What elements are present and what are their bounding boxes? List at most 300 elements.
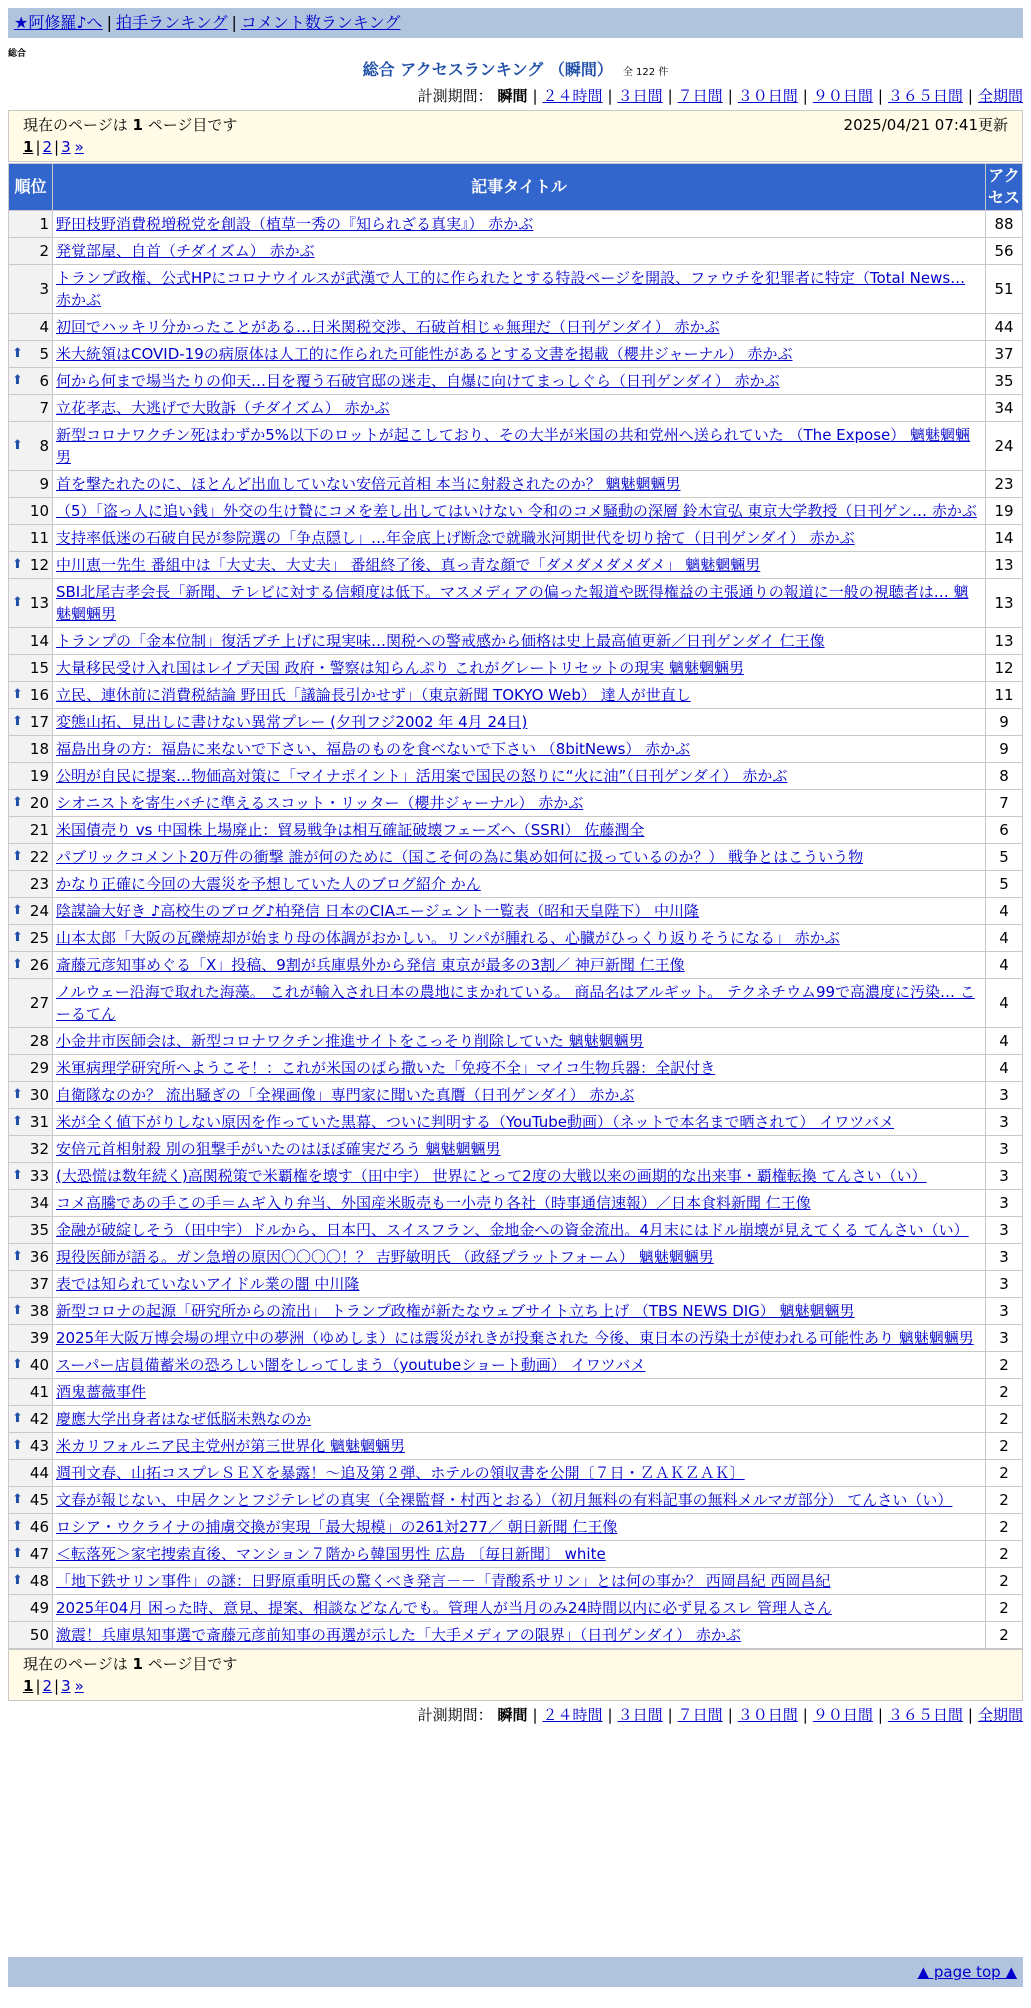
table-row — [9, 1271, 1023, 1298]
access-count: 3 — [986, 1190, 1023, 1217]
article-title-link[interactable]: 2025年04月 困った時、意見、提案、相談などなんでも。管理人が当月のみ24時間以内に必ず見るスレ 管理人さん — [56, 1599, 832, 1617]
nav-link-applause-ranking[interactable]: 拍手ランキング — [115, 13, 228, 32]
title-cell — [53, 1379, 986, 1406]
rank-cell — [9, 628, 53, 655]
title-cell — [53, 1298, 986, 1325]
period-link-all[interactable]: 全期間 — [977, 1706, 1023, 1724]
article-title-link[interactable]: 米が全く値下がりしない原因を作っていた黒幕、ついに判明する（YouTube動画）（ネットで本名まで晒されて） イワツバメ — [56, 1113, 894, 1131]
rank-number: 49 — [29, 1599, 49, 1617]
period-link-all[interactable]: 全期間 — [977, 87, 1023, 105]
article-title-link[interactable]: 初回でハッキリ分かったことがある…日米関税交渉、石破首相じゃ無理だ（日刊ゲンダイ） 赤かぶ — [56, 318, 720, 336]
rank-cell — [9, 341, 53, 368]
article-title-link[interactable]: 支持率低迷の石破自民が参院選の「争点隠し」…年金底上げ断念で就職氷河期世代を切り捨て（日刊ゲンダイ） 赤かぶ — [56, 529, 855, 547]
rank-cell — [9, 736, 53, 763]
table-row — [9, 1541, 1023, 1568]
title-cell — [53, 1622, 986, 1649]
rank-cell — [9, 1460, 53, 1487]
rank-up-arrow-icon: ⬆ — [12, 1546, 23, 1561]
rank-cell — [9, 552, 53, 579]
article-title-link[interactable]: 山本太郎「大阪の瓦礫焼却が始まり母の体調がおかしい。リンパが腫れる、心臓がひっくり返りそうになる」 赤かぶ — [56, 929, 840, 947]
table-row — [9, 498, 1023, 525]
article-title-link[interactable]: 公明が自民に提案…物価高対策に「マイナポイント」活用案で国民の怒りに“火に油”（日刊ゲンダイ） 赤かぶ — [56, 767, 788, 785]
current-page-number: 1 — [132, 116, 143, 134]
rank-cell — [9, 817, 53, 844]
article-title-link[interactable]: 文春が報じない、中居クンとフジテレビの真実（全裸監督・村西とおる）（初月無料の有料記事の無料メルマガ部分） てんさい（い） — [56, 1491, 953, 1509]
table-row — [9, 1568, 1023, 1595]
title-cell — [53, 682, 986, 709]
title-cell — [53, 925, 986, 952]
rank-cell — [9, 952, 53, 979]
article-title-link[interactable]: 陰謀論大好き ♪高校生のブログ♪柏発信 日本のCIAエージェント一覧表（昭和天皇陛下） 中川隆 — [56, 902, 700, 920]
article-title-link[interactable]: 小金井市医師会は、新型コロナワクチン推進サイトをこっそり削除していた 魑魅魍魎男 — [56, 1032, 644, 1050]
access-count: 3 — [986, 1217, 1023, 1244]
period-link-365d[interactable]: ３６５日間 — [887, 87, 963, 105]
rank-cell — [9, 1244, 53, 1271]
article-title-link[interactable]: かなり正確に今回の大震災を予想していた人のブログ紹介 かん — [56, 875, 481, 893]
title-cell — [53, 1433, 986, 1460]
title-cell — [53, 1109, 986, 1136]
page-info-bottom — [8, 1649, 1023, 1701]
period-link-24h[interactable]: ２４時間 — [542, 1706, 603, 1724]
section-label: 総合 — [8, 49, 27, 59]
period-link-3d[interactable]: ３日間 — [617, 1706, 663, 1724]
rank-number: 4 — [39, 318, 49, 336]
pager-bottom: 1 | 2 | 3 » — [23, 1677, 84, 1695]
pager-next[interactable]: » — [74, 138, 84, 156]
table-row — [9, 1595, 1023, 1622]
page-info-top — [8, 110, 1023, 162]
access-count: 2 — [986, 1541, 1023, 1568]
rank-number: 10 — [29, 502, 49, 520]
access-count: 2 — [986, 1379, 1023, 1406]
period-link-3d[interactable]: ３日間 — [617, 87, 663, 105]
article-title-link[interactable]: 現役医師が語る。ガン急増の原因〇〇〇〇！？ 吉野敏明氏 （政経プラットフォーム） 魑魅魍魎男 — [56, 1248, 714, 1266]
title-cell — [53, 498, 986, 525]
header-rank: 順位 — [9, 164, 53, 211]
access-count: 34 — [986, 395, 1023, 422]
nav-separator: | — [231, 13, 237, 32]
access-count: 2 — [986, 1622, 1023, 1649]
ranking-table-body — [9, 211, 1023, 1649]
rank-cell — [9, 1487, 53, 1514]
period-link-24h[interactable]: ２４時間 — [542, 87, 603, 105]
rank-number: 35 — [29, 1221, 49, 1239]
access-count: 2 — [986, 1568, 1023, 1595]
title-cell — [53, 525, 986, 552]
title-cell — [53, 1541, 986, 1568]
article-title-link[interactable]: 発覚部屋、自首（チダイズム） 赤かぶ — [56, 242, 315, 260]
title-cell — [53, 844, 986, 871]
access-count: 5 — [986, 844, 1023, 871]
rank-up-arrow-icon: ⬆ — [12, 687, 23, 702]
rank-number: 30 — [29, 1086, 49, 1104]
article-title-link[interactable]: ノルウェー沿海で取れた海藻。 これが輸入され日本の農地にまかれている。 商品名はアルギット。 テクネチウム99で高濃度に汚染… こーるてん — [56, 983, 975, 1023]
article-title-link[interactable]: ロシア・ウクライナの捕虜交換が実現「最大規模」の261対277／ 朝日新聞 仁王像 — [56, 1518, 618, 1536]
period-link-30d[interactable]: ３０日間 — [737, 87, 798, 105]
rank-up-arrow-icon: ⬆ — [12, 595, 23, 610]
page-info-suffix: ページ目です — [142, 1655, 238, 1673]
article-title-link[interactable]: 変態山拓、見出しに書けない異常プレー (夕刊フジ2002 年 4月 24日) — [56, 713, 528, 731]
rank-cell — [9, 1379, 53, 1406]
access-count: 4 — [986, 898, 1023, 925]
article-title-link[interactable]: 安倍元首相射殺 別の狙撃手がいたのはほぼ確実だろう 魑魅魍魎男 — [56, 1140, 501, 1158]
rank-up-arrow-icon: ⬆ — [12, 1087, 23, 1102]
article-title-link[interactable]: 米カリフォルニア民主党州が第三世界化 魑魅魍魎男 — [56, 1437, 406, 1455]
article-title-link[interactable]: 福島出身の方：福島に来ないで下さい、福島のものを食べないで下さい （8bitNews） 赤かぶ — [56, 740, 691, 758]
period-link-30d[interactable]: ３０日間 — [737, 1706, 798, 1724]
rank-cell — [9, 763, 53, 790]
title-cell — [53, 1460, 986, 1487]
rank-cell — [9, 265, 53, 314]
article-title-link[interactable]: 酒鬼薔薇事件 — [56, 1383, 147, 1401]
table-row — [9, 211, 1023, 238]
page-info-suffix: ページ目です — [142, 116, 238, 134]
table-row — [9, 1055, 1023, 1082]
access-count: 13 — [986, 579, 1023, 628]
rank-number: 11 — [29, 529, 49, 547]
rank-number: 7 — [39, 399, 49, 417]
table-row — [9, 238, 1023, 265]
article-title-link[interactable]: トランプ政権、公式HPにコロナウイルスが武漢で人工的に作られたとする特設ページを開設、ファウチを犯罪者に特定（Total News… 赤かぶ — [56, 269, 966, 309]
article-title-link[interactable]: 2025年大阪万博会場の埋立中の夢洲（ゆめしま）には震災がれきが投棄された 今後、東日本の汚染土が使われる可能性あり 魑魅魍魎男 — [56, 1329, 974, 1347]
rank-up-arrow-icon: ⬆ — [12, 1168, 23, 1183]
header-title: 記事タイトル — [53, 164, 986, 211]
rank-number: 34 — [29, 1194, 49, 1212]
nav-separator: | — [106, 13, 112, 32]
period-link-90d[interactable]: ９０日間 — [812, 87, 873, 105]
title-cell — [53, 736, 986, 763]
rank-up-arrow-icon: ⬆ — [12, 903, 23, 918]
rank-cell — [9, 1325, 53, 1352]
access-count: 3 — [986, 1163, 1023, 1190]
rank-number: 44 — [29, 1464, 49, 1482]
rank-number: 9 — [39, 475, 49, 493]
access-count: 24 — [986, 422, 1023, 471]
article-title-link[interactable]: 斎藤元彦知事めぐる「X」投稿、9割が兵庫県外から発信 東京が最多の3割／ 神戸新聞 仁王像 — [56, 956, 685, 974]
rank-number: 5 — [39, 345, 49, 363]
article-title-link[interactable]: 立民、連休前に消費税結論 野田氏「議論長引かせず」（東京新聞 TOKYO Web） 達人が世直し — [56, 686, 691, 704]
ranking-header-row — [9, 164, 1023, 211]
rank-number: 47 — [29, 1545, 49, 1563]
page-info-prefix: 現在のページは — [23, 1655, 133, 1673]
rank-cell — [9, 844, 53, 871]
rank-cell — [9, 871, 53, 898]
rank-number: 43 — [29, 1437, 49, 1455]
access-count: 7 — [986, 790, 1023, 817]
title-cell — [53, 1568, 986, 1595]
nav-link-comment-ranking[interactable]: コメント数ランキング — [240, 13, 401, 32]
rank-cell — [9, 1271, 53, 1298]
rank-up-arrow-icon: ⬆ — [12, 1492, 23, 1507]
title-cell — [53, 265, 986, 314]
rank-up-arrow-icon: ⬆ — [12, 930, 23, 945]
title-cell — [53, 790, 986, 817]
access-count: 2 — [986, 1487, 1023, 1514]
table-row — [9, 979, 1023, 1028]
period-link-7d[interactable]: ７日間 — [677, 1706, 723, 1724]
rank-number: 17 — [29, 713, 49, 731]
access-count: 12 — [986, 655, 1023, 682]
rank-cell — [9, 1514, 53, 1541]
rank-number: 48 — [29, 1572, 49, 1590]
pager-page-2[interactable]: 2 — [42, 138, 53, 156]
nav-link-home[interactable]: ★阿修羅♪へ — [14, 13, 103, 32]
rank-up-arrow-icon: ⬆ — [12, 1573, 23, 1588]
table-row — [9, 552, 1023, 579]
table-row — [9, 471, 1023, 498]
ranking-table — [8, 163, 1023, 1649]
rank-cell — [9, 368, 53, 395]
access-count: 37 — [986, 341, 1023, 368]
table-row — [9, 1460, 1023, 1487]
access-count: 2 — [986, 1406, 1023, 1433]
article-title-link[interactable]: 「地下鉄サリン事件」の謎：日野原重明氏の驚くべき発言－－「青酸系サリン」とは何の事か？ 西岡昌紀 西岡昌紀 — [56, 1572, 831, 1590]
article-title-link[interactable]: 大量移民受け入れ国はレイプ天国 政府・警察は知らんぷり これがグレートリセットの現実 魑魅魍魎男 — [56, 659, 744, 677]
article-title-link[interactable]: (大恐慌は数年続く)高関税策で米覇権を壊す（田中宇） 世界にとって2度の大戦以来の画期的な出来事・覇権転換 てんさい（い） — [56, 1167, 927, 1185]
pager-top: 1 | 2 | 3 » — [23, 138, 84, 156]
table-row — [9, 314, 1023, 341]
title-cell — [53, 1487, 986, 1514]
table-row — [9, 1217, 1023, 1244]
table-row — [9, 368, 1023, 395]
rank-cell — [9, 790, 53, 817]
title-cell — [53, 1082, 986, 1109]
access-count: 9 — [986, 709, 1023, 736]
table-row — [9, 1325, 1023, 1352]
table-row — [9, 1244, 1023, 1271]
page-title: 総合 アクセスランキング （瞬間） — [362, 60, 613, 79]
rank-cell — [9, 395, 53, 422]
title-cell — [53, 341, 986, 368]
table-row — [9, 736, 1023, 763]
article-title-link[interactable]: ＜転落死＞家宅捜索直後、マンション７階から韓国男性 広島 〔毎日新聞〕 white — [56, 1545, 606, 1563]
rank-cell — [9, 525, 53, 552]
rank-cell — [9, 1568, 53, 1595]
top-nav-bar — [8, 8, 1023, 38]
table-row — [9, 898, 1023, 925]
access-count: 4 — [986, 979, 1023, 1028]
title-cell — [53, 1028, 986, 1055]
rank-up-arrow-icon: ⬆ — [12, 1357, 23, 1372]
article-title-link[interactable]: 慶應大学出身者はなぜ低脳未熟なのか — [56, 1410, 312, 1428]
table-row — [9, 1352, 1023, 1379]
rank-up-arrow-icon: ⬆ — [12, 1438, 23, 1453]
title-cell — [53, 471, 986, 498]
rank-number: 46 — [29, 1518, 49, 1536]
rank-number: 3 — [39, 280, 49, 298]
access-count: 14 — [986, 525, 1023, 552]
rank-number: 39 — [29, 1329, 49, 1347]
table-row — [9, 790, 1023, 817]
period-label: 計測期間： — [417, 87, 493, 105]
rank-number: 36 — [29, 1248, 49, 1266]
rank-cell — [9, 498, 53, 525]
table-row — [9, 817, 1023, 844]
table-row — [9, 265, 1023, 314]
header-access: アクセス — [986, 164, 1023, 211]
article-title-link[interactable]: スーパー店員備蓄米の恐ろしい闇をしってしまう（youtubeショート動画） イワツバメ — [56, 1356, 646, 1374]
access-count: 35 — [986, 368, 1023, 395]
rank-up-arrow-icon: ⬆ — [12, 346, 23, 361]
article-title-link[interactable]: 何から何まで場当たりの仰天…目を覆う石破官邸の迷走、自爆に向けてまっしぐら（日刊ゲンダイ） 赤かぶ — [56, 372, 780, 390]
access-count: 8 — [986, 763, 1023, 790]
access-count: 19 — [986, 498, 1023, 525]
rank-number: 25 — [29, 929, 49, 947]
table-row — [9, 1379, 1023, 1406]
title-cell — [53, 368, 986, 395]
rank-number: 13 — [29, 594, 49, 612]
title-cell — [53, 709, 986, 736]
article-title-link[interactable]: コメ高騰であの手この手＝ムギ入り弁当、外国産米販売も一小売り各社（時事通信速報）／日本食料新聞 仁王像 — [56, 1194, 811, 1212]
period-link-90d[interactable]: ９０日間 — [812, 1706, 873, 1724]
rank-number: 14 — [29, 632, 49, 650]
pager-page-3[interactable]: 3 — [61, 1677, 71, 1695]
title-cell — [53, 1514, 986, 1541]
access-count: 2 — [986, 1514, 1023, 1541]
table-row — [9, 682, 1023, 709]
table-row — [9, 1487, 1023, 1514]
table-row — [9, 655, 1023, 682]
rank-cell — [9, 979, 53, 1028]
period-link-7d[interactable]: ７日間 — [677, 87, 723, 105]
period-current: 瞬間 — [497, 1706, 528, 1724]
rank-number: 20 — [29, 794, 49, 812]
rank-number: 1 — [39, 215, 49, 233]
rank-number: 15 — [29, 659, 49, 677]
pager-page-2[interactable]: 2 — [42, 1677, 53, 1695]
rank-number: 23 — [29, 875, 49, 893]
rank-cell — [9, 238, 53, 265]
rank-number: 42 — [29, 1410, 49, 1428]
article-title-link[interactable]: 中川恵一先生 番組中は「大丈夫、大丈夫」 番組終了後、真っ青な顔で「ダメダメダメダメ」 魑魅魍魎男 — [56, 556, 761, 574]
title-cell — [53, 952, 986, 979]
article-title-link[interactable]: 週刊文春、山拓コスプレＳＥＸを暴露！～追及第２弾、ホテルの領収書を公開〔７日・ＺＡＫＺＡＫ〕 — [56, 1464, 745, 1482]
access-count: 2 — [986, 1352, 1023, 1379]
title-cell — [53, 655, 986, 682]
period-label: 計測期間： — [417, 1706, 493, 1724]
rank-cell — [9, 682, 53, 709]
article-title-link[interactable]: （5）「盗っ人に追い銭」外交の生け贄にコメを差し出してはいけない 令和のコメ騒動の深層 鈴木宣弘 東京大学教授（日刊ゲン… 赤かぶ — [56, 502, 977, 520]
rank-cell — [9, 314, 53, 341]
title-cell — [53, 1325, 986, 1352]
rank-number: 32 — [29, 1140, 49, 1158]
article-title-link[interactable]: 自衛隊なのか？ 流出騒ぎの「全裸画像」専門家に聞いた真贋（日刊ゲンダイ） 赤かぶ — [56, 1086, 635, 1104]
rank-cell — [9, 1352, 53, 1379]
article-title-link[interactable]: 新型コロナの起源「研究所からの流出」 トランプ政権が新たなウェブサイト立ち上げ （TBS NEWS DIG） 魑魅魍魎男 — [56, 1302, 855, 1320]
table-row — [9, 341, 1023, 368]
rank-number: 41 — [29, 1383, 49, 1401]
rank-number: 40 — [29, 1356, 49, 1374]
article-title-link[interactable]: パブリックコメント20万件の衝撃 誰が何のために（国こそ何の為に集め如何に扱っているのか？） 戦争とはこういう物 — [56, 848, 864, 866]
title-cell — [53, 552, 986, 579]
table-row — [9, 1190, 1023, 1217]
access-count: 3 — [986, 1082, 1023, 1109]
rank-cell — [9, 579, 53, 628]
table-row — [9, 1433, 1023, 1460]
table-row — [9, 925, 1023, 952]
article-title-link[interactable]: 金融が破綻しそう（田中宇）ドルから、日本円、スイスフラン、金地金への資金流出。4月末にはドル崩壊が見えてくる てんさい（い） — [56, 1221, 969, 1239]
article-title-link[interactable]: 野田枝野消費税増税党を創設（植草一秀の『知られざる真実』） 赤かぶ — [56, 215, 534, 233]
rank-cell — [9, 471, 53, 498]
rank-up-arrow-icon: ⬆ — [12, 1411, 23, 1426]
access-count: 51 — [986, 265, 1023, 314]
access-count: 4 — [986, 1055, 1023, 1082]
access-count: 13 — [986, 628, 1023, 655]
access-count: 5 — [986, 871, 1023, 898]
rank-cell — [9, 422, 53, 471]
rank-cell — [9, 1082, 53, 1109]
article-title-link[interactable]: シオニストを寄生バチに準えるスコット・リッター（櫻井ジャーナル） 赤かぶ — [56, 794, 584, 812]
rank-cell — [9, 1622, 53, 1649]
current-page-number: 1 — [132, 1655, 143, 1673]
article-title-link[interactable]: 首を撃たれたのに、ほとんど出血していない安倍元首相 本当に射殺されたのか？ 魑魅魍魎男 — [56, 475, 681, 493]
rank-up-arrow-icon: ⬆ — [12, 373, 23, 388]
rank-up-arrow-icon: ⬆ — [12, 714, 23, 729]
article-title-link[interactable]: SBI北尾吉孝会長「新聞、テレビに対する信頼度は低下。マスメディアの偏った報道や既得権益の主張通りの報道に一般の視聴者は… 魑魅魍魎男 — [56, 583, 969, 623]
table-row — [9, 1082, 1023, 1109]
access-count: 2 — [986, 1595, 1023, 1622]
title-cell — [53, 763, 986, 790]
rank-number: 27 — [29, 994, 49, 1012]
pager-next[interactable]: » — [74, 1677, 84, 1695]
article-title-link[interactable]: 激震！兵庫県知事選で斎藤元彦前知事の再選が示した「大手メディアの限界」（日刊ゲンダイ） 赤かぶ — [56, 1626, 741, 1644]
article-title-link[interactable]: トランプの「金本位制」復活ブチ上げに現実味…関税への警戒感から価格は史上最高値更新／日刊ゲンダイ 仁王像 — [56, 632, 825, 650]
updated-timestamp: 2025/04/21 07:41更新 — [843, 116, 1008, 134]
period-selector-bottom: 計測期間： 瞬間 | ２４時間 | ３日間 | ７日間 | ３０日間 | ９０日間 | ３６５日間 | 全期間 — [417, 1706, 1023, 1724]
pager-page-3[interactable]: 3 — [61, 138, 71, 156]
article-title-link[interactable]: 米大統領はCOVID-19の病原体は人工的に作られた可能性があるとする文書を掲載（櫻井ジャーナル） 赤かぶ — [56, 345, 793, 363]
rank-cell — [9, 1433, 53, 1460]
rank-number: 28 — [29, 1032, 49, 1050]
item-count: 全 122 件 — [622, 67, 669, 78]
rank-cell — [9, 898, 53, 925]
period-link-365d[interactable]: ３６５日間 — [887, 1706, 963, 1724]
period-current: 瞬間 — [497, 87, 528, 105]
title-cell — [53, 817, 986, 844]
table-row — [9, 1136, 1023, 1163]
title-cell — [53, 1190, 986, 1217]
article-title-link[interactable]: 立花孝志、大逃げで大敗訴（チダイズム） 赤かぶ — [56, 399, 390, 417]
access-count: 6 — [986, 817, 1023, 844]
title-cell — [53, 1352, 986, 1379]
rank-number: 2 — [39, 242, 49, 260]
rank-up-arrow-icon: ⬆ — [12, 557, 23, 572]
article-title-link[interactable]: 新型コロナワクチン死はわずか5%以下のロットが起こしており、その大半が米国の共和党州へ送られていた （The Expose） 魑魅魍魎男 — [56, 426, 971, 466]
rank-number: 22 — [29, 848, 49, 866]
pager-current-page: 1 — [23, 1677, 34, 1695]
table-row — [9, 871, 1023, 898]
rank-up-arrow-icon: ⬆ — [12, 1519, 23, 1534]
rank-number: 21 — [29, 821, 49, 839]
rank-cell — [9, 1595, 53, 1622]
rank-cell — [9, 1055, 53, 1082]
period-selector-top: 計測期間： 瞬間 | ２４時間 | ３日間 | ７日間 | ３０日間 | ９０日間 | ３６５日間 | 全期間 — [417, 87, 1023, 105]
rank-up-arrow-icon: ⬆ — [12, 438, 23, 453]
table-row — [9, 628, 1023, 655]
article-title-link[interactable]: 米軍病理学研究所へようこそ！：これが米国のばら撒いた「免疫不全」マイコ生物兵器：全訳付き — [56, 1059, 716, 1077]
title-cell — [53, 1163, 986, 1190]
title-cell — [53, 898, 986, 925]
access-count: 4 — [986, 1028, 1023, 1055]
article-title-link[interactable]: 表では知られていないアイドル業の闇 中川隆 — [56, 1275, 360, 1293]
rank-up-arrow-icon: ⬆ — [12, 1303, 23, 1318]
table-row — [9, 952, 1023, 979]
title-cell — [53, 1406, 986, 1433]
article-title-link[interactable]: 米国債売り vs 中国株上場廃止：貿易戦争は相互確証破壊フェーズへ（SSRI） 佐藤潤全 — [56, 821, 645, 839]
page-top-link[interactable]: ▲ page top ▲ — [917, 1963, 1017, 1981]
access-count: 4 — [986, 925, 1023, 952]
table-row — [9, 709, 1023, 736]
